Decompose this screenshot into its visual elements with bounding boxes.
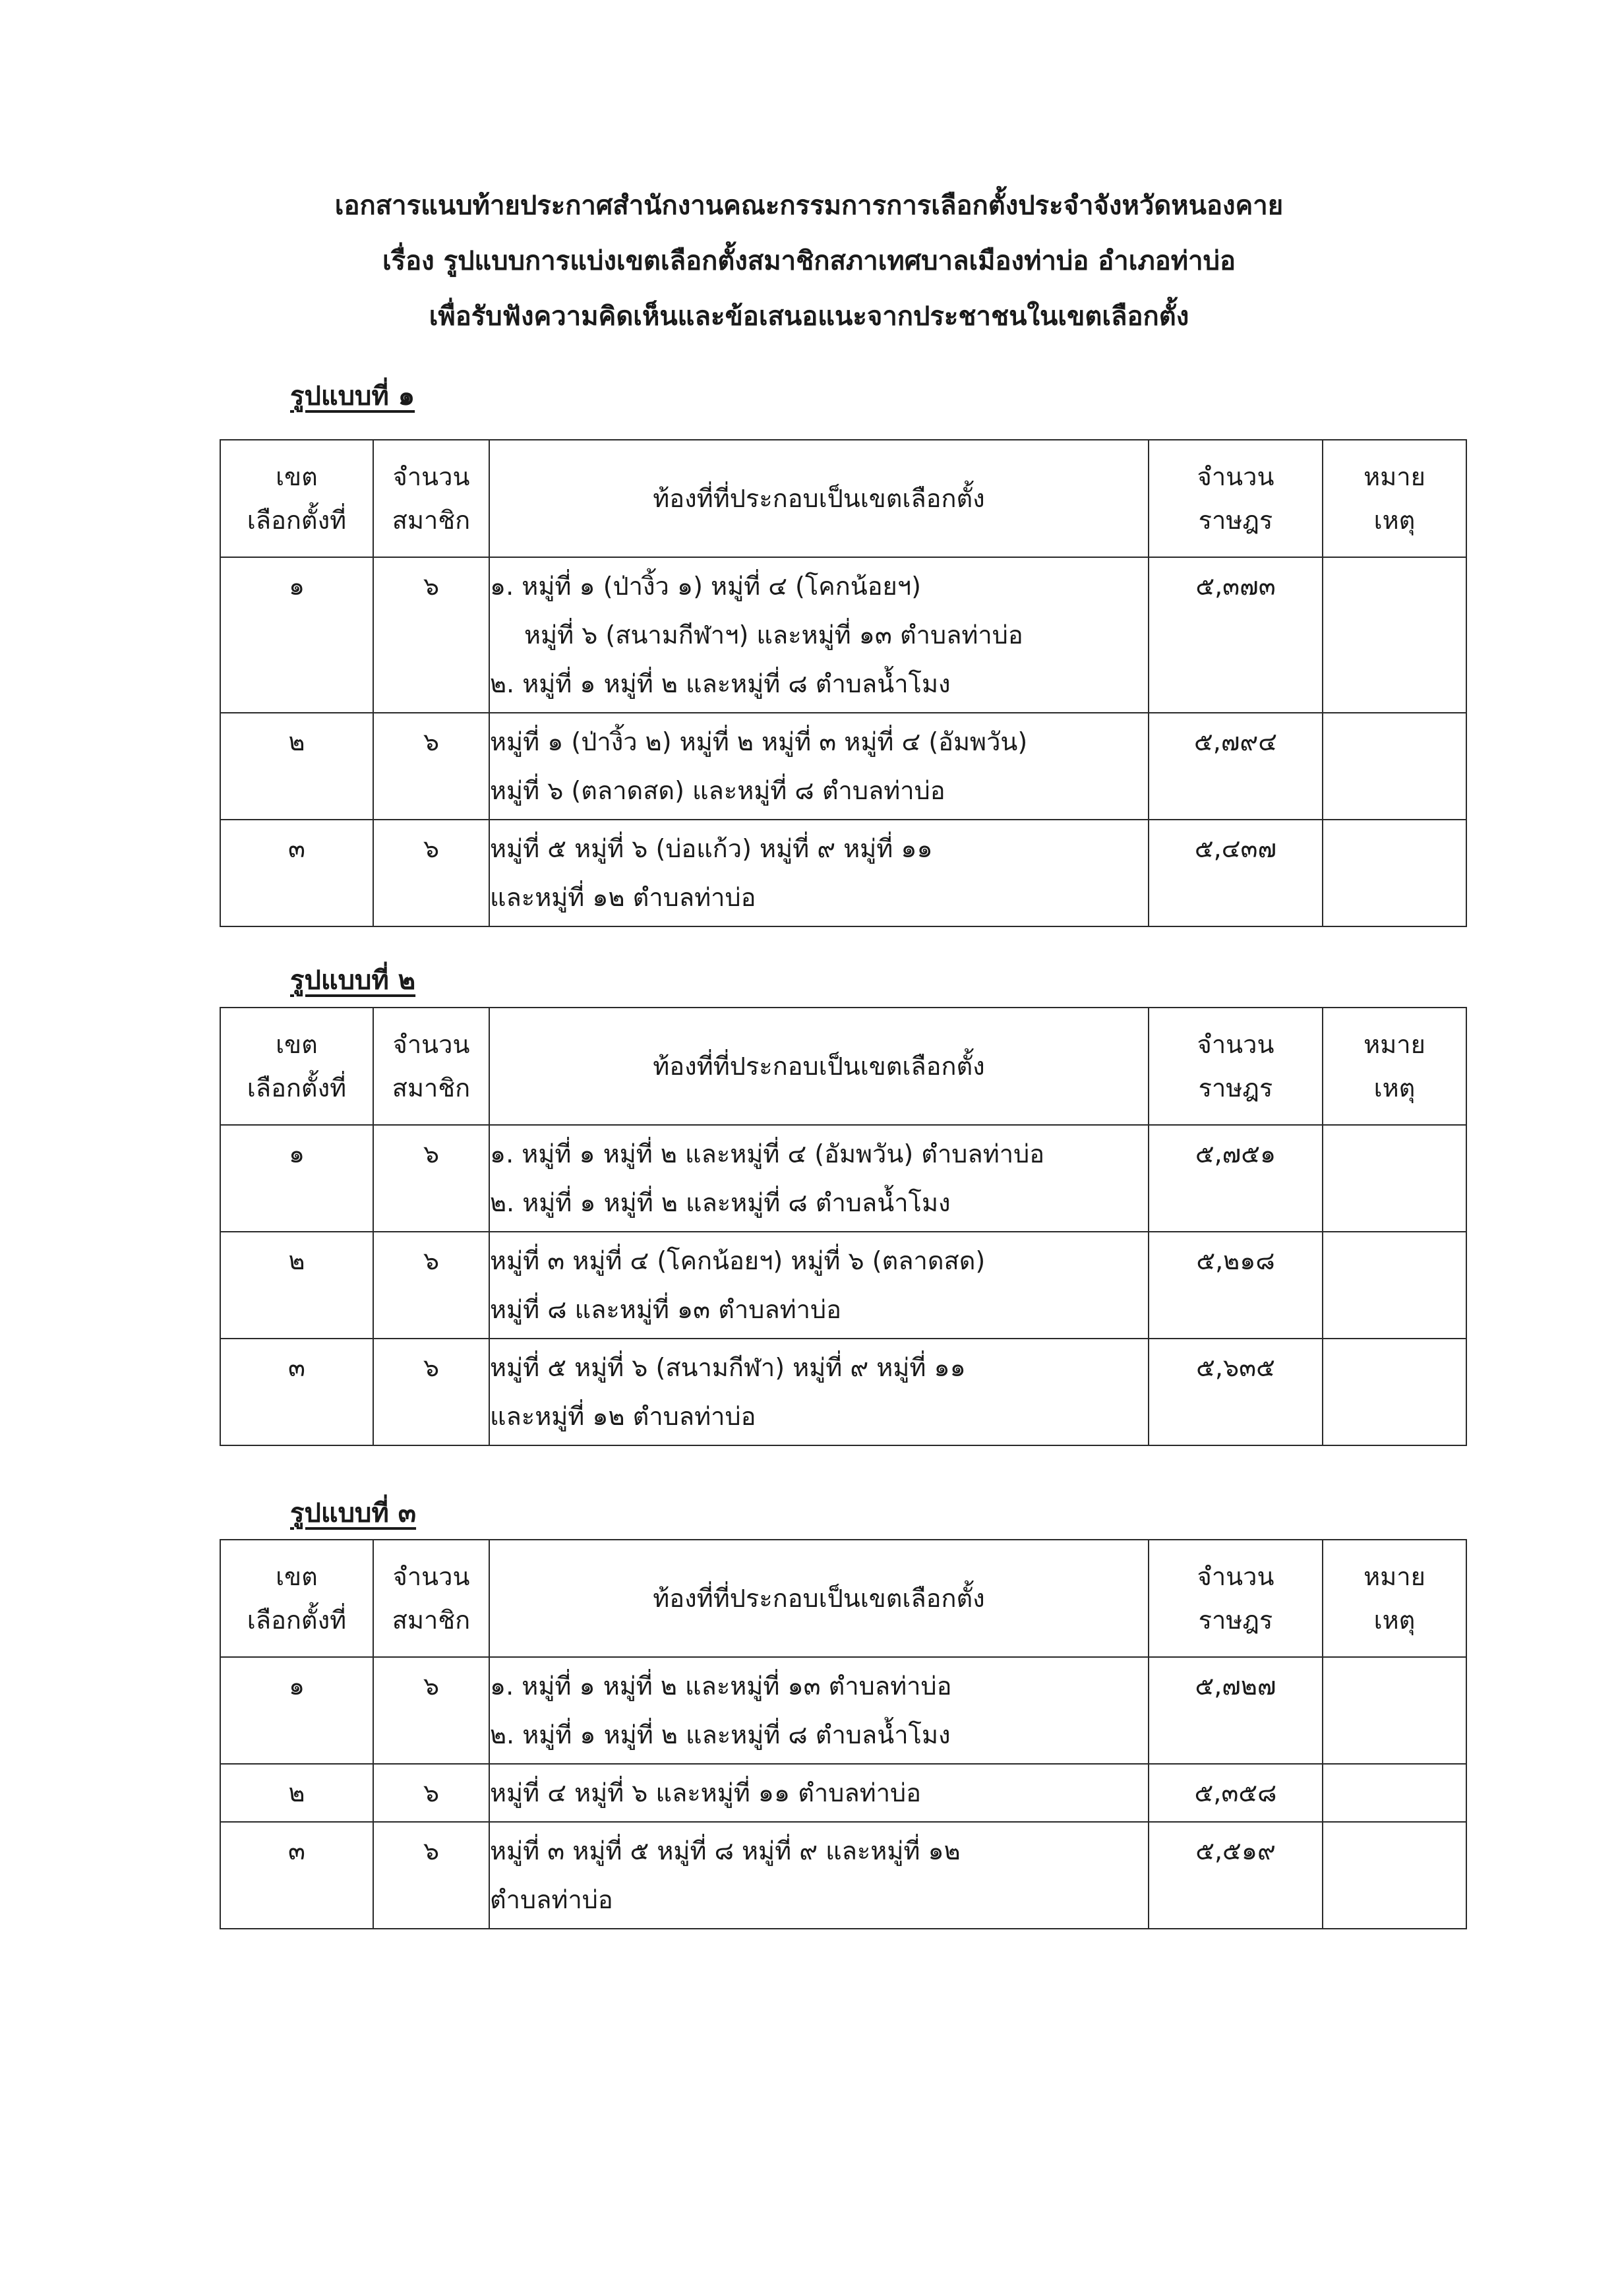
area-description bbox=[489, 1822, 1149, 1929]
member-count: ๖ bbox=[373, 557, 489, 713]
remark bbox=[1323, 557, 1466, 713]
population-count: ๕,๖๓๕ bbox=[1149, 1339, 1323, 1445]
member-count: ๖ bbox=[373, 1125, 489, 1232]
area-line: ๑. หมู่ที่ ๑ หมู่ที่ ๒ และหมู่ที่ ๑๓ ตำบลท่าบ่อ bbox=[490, 1672, 952, 1701]
col-header-district-line-1: เขต bbox=[276, 1030, 318, 1059]
area-line: หมู่ที่ ๓ หมู่ที่ ๔ (โคกน้อยฯ) หมู่ที่ ๖ (ตลาดสด) bbox=[490, 1246, 986, 1275]
table-row bbox=[220, 1657, 1466, 1764]
remark bbox=[1323, 1232, 1466, 1339]
member-count: ๖ bbox=[373, 1764, 489, 1822]
district-number: ๒ bbox=[220, 713, 373, 820]
member-count: ๖ bbox=[373, 820, 489, 926]
member-count: ๖ bbox=[373, 1339, 489, 1445]
area-description bbox=[489, 1339, 1149, 1445]
col-header-district-line-1: เขต bbox=[276, 1562, 318, 1591]
area-line: หมู่ที่ ๘ และหมู่ที่ ๑๓ ตำบลท่าบ่อ bbox=[490, 1295, 841, 1324]
area-description bbox=[489, 1764, 1149, 1822]
table-header bbox=[220, 1540, 1466, 1657]
table-body bbox=[220, 1125, 1466, 1445]
table-row bbox=[220, 1125, 1466, 1232]
population-count: ๕,๗๙๔ bbox=[1149, 713, 1323, 820]
area-description bbox=[489, 1657, 1149, 1764]
col-header-members bbox=[373, 440, 489, 557]
col-header-remark-line-1: หมาย bbox=[1363, 462, 1425, 491]
area-line: ๒. หมู่ที่ ๑ หมู่ที่ ๒ และหมู่ที่ ๘ ตำบลน้ำโมง bbox=[490, 1188, 951, 1217]
table-row bbox=[220, 557, 1466, 713]
table-row bbox=[220, 713, 1466, 820]
remark bbox=[1323, 1657, 1466, 1764]
col-header-area: ท้องที่ที่ประกอบเป็นเขตเลือกตั้ง bbox=[489, 1540, 1149, 1657]
col-header-members-line-2: สมาชิก bbox=[392, 1606, 471, 1635]
table-body bbox=[220, 1657, 1466, 1929]
district-number: ๓ bbox=[220, 1339, 373, 1445]
area-line: หมู่ที่ ๑ (ป่างิ้ว ๒) หมู่ที่ ๒ หมู่ที่ ๓ หมู่ที่ ๔ (อัมพวัน) bbox=[490, 727, 1028, 756]
table-row bbox=[220, 820, 1466, 926]
col-header-members bbox=[373, 1540, 489, 1657]
col-header-members-line-1: จำนวน bbox=[392, 462, 470, 491]
header-line-1: เอกสารแนบท้ายประกาศสำนักงานคณะกรรมการการเลือกตั้งประจำจังหวัดหนองคาย bbox=[334, 191, 1284, 221]
format-title: รูปแบบที่ ๓ bbox=[290, 1498, 417, 1528]
col-header-remark-line-1: หมาย bbox=[1363, 1030, 1425, 1059]
table-header bbox=[220, 440, 1466, 557]
population-count: ๕,๗๕๑ bbox=[1149, 1125, 1323, 1232]
area-line: และหมู่ที่ ๑๒ ตำบลท่าบ่อ bbox=[490, 883, 756, 912]
remark bbox=[1323, 1339, 1466, 1445]
area-line: และหมู่ที่ ๑๒ ตำบลท่าบ่อ bbox=[490, 1402, 756, 1431]
population-count: ๕,๒๑๘ bbox=[1149, 1232, 1323, 1339]
header-row bbox=[220, 1540, 1466, 1657]
col-header-population-line-2: ราษฎร bbox=[1198, 1073, 1273, 1103]
area-description bbox=[489, 713, 1149, 820]
area-description bbox=[489, 820, 1149, 926]
col-header-district bbox=[220, 1008, 373, 1125]
area-line: ๒. หมู่ที่ ๑ หมู่ที่ ๒ และหมู่ที่ ๘ ตำบลน้ำโมง bbox=[490, 1720, 951, 1749]
population-count: ๕,๓๕๘ bbox=[1149, 1764, 1323, 1822]
table-row bbox=[220, 1822, 1466, 1929]
area-description bbox=[489, 1232, 1149, 1339]
col-header-district-line-2: เลือกตั้งที่ bbox=[247, 1073, 347, 1103]
area-line: ๑. หมู่ที่ ๑ หมู่ที่ ๒ และหมู่ที่ ๔ (อัมพวัน) ตำบลท่าบ่อ bbox=[490, 1139, 1045, 1168]
district-table bbox=[220, 1007, 1467, 1446]
col-header-remark bbox=[1323, 440, 1466, 557]
col-header-population-line-1: จำนวน bbox=[1197, 1562, 1274, 1591]
district-number: ๒ bbox=[220, 1232, 373, 1339]
area-line: หมู่ที่ ๖ (ตลาดสด) และหมู่ที่ ๘ ตำบลท่าบ่อ bbox=[490, 776, 945, 805]
area-line: หมู่ที่ ๖ (สนามกีฬาฯ) และหมู่ที่ ๑๓ ตำบลท่าบ่อ bbox=[524, 620, 1023, 650]
population-count: ๕,๓๗๓ bbox=[1149, 557, 1323, 713]
remark bbox=[1323, 820, 1466, 926]
area-line: ๒. หมู่ที่ ๑ หมู่ที่ ๒ และหมู่ที่ ๘ ตำบลน้ำโมง bbox=[490, 669, 951, 698]
col-header-population-line-2: ราษฎร bbox=[1198, 1606, 1273, 1635]
population-count: ๕,๗๒๗ bbox=[1149, 1657, 1323, 1764]
area-line: ตำบลท่าบ่อ bbox=[490, 1885, 613, 1914]
col-header-population bbox=[1149, 1008, 1323, 1125]
area-description bbox=[489, 1125, 1149, 1232]
col-header-members bbox=[373, 1008, 489, 1125]
district-table bbox=[220, 439, 1467, 927]
col-header-population-line-2: ราษฎร bbox=[1198, 506, 1273, 535]
district-number: ๑ bbox=[220, 557, 373, 713]
col-header-members-line-2: สมาชิก bbox=[392, 1073, 471, 1103]
table-header bbox=[220, 1008, 1466, 1125]
remark bbox=[1323, 713, 1466, 820]
area-line: ๑. หมู่ที่ ๑ (ป่างิ้ว ๑) หมู่ที่ ๔ (โคกน้อยฯ) bbox=[490, 572, 921, 601]
area-line: หมู่ที่ ๕ หมู่ที่ ๖ (บ่อแก้ว) หมู่ที่ ๙ หมู่ที่ ๑๑ bbox=[490, 834, 933, 863]
remark bbox=[1323, 1125, 1466, 1232]
table-row bbox=[220, 1339, 1466, 1445]
area-line: หมู่ที่ ๔ หมู่ที่ ๖ และหมู่ที่ ๑๑ ตำบลท่าบ่อ bbox=[490, 1778, 921, 1807]
col-header-population-line-1: จำนวน bbox=[1197, 1030, 1274, 1059]
area-line: หมู่ที่ ๕ หมู่ที่ ๖ (สนามกีฬา) หมู่ที่ ๙ หมู่ที่ ๑๑ bbox=[490, 1353, 966, 1382]
district-number: ๓ bbox=[220, 1822, 373, 1929]
document-header bbox=[0, 178, 1618, 344]
table-row bbox=[220, 1764, 1466, 1822]
member-count: ๖ bbox=[373, 1822, 489, 1929]
table-body bbox=[220, 557, 1466, 926]
col-header-remark bbox=[1323, 1008, 1466, 1125]
header-line-3: เพื่อรับฟังความคิดเห็นและข้อเสนอแนะจากประชาชนในเขตเลือกตั้ง bbox=[429, 301, 1189, 332]
col-header-district-line-2: เลือกตั้งที่ bbox=[247, 1606, 347, 1635]
col-header-area: ท้องที่ที่ประกอบเป็นเขตเลือกตั้ง bbox=[489, 440, 1149, 557]
header-row bbox=[220, 440, 1466, 557]
col-header-members-line-1: จำนวน bbox=[392, 1030, 470, 1059]
col-header-remark-line-2: เหตุ bbox=[1373, 506, 1416, 535]
col-header-district bbox=[220, 440, 373, 557]
col-header-population bbox=[1149, 440, 1323, 557]
col-header-population bbox=[1149, 1540, 1323, 1657]
area-line: หมู่ที่ ๓ หมู่ที่ ๕ หมู่ที่ ๘ หมู่ที่ ๙ และหมู่ที่ ๑๒ bbox=[490, 1836, 961, 1865]
district-number: ๑ bbox=[220, 1657, 373, 1764]
population-count: ๕,๔๓๗ bbox=[1149, 820, 1323, 926]
col-header-remark-line-1: หมาย bbox=[1363, 1562, 1425, 1591]
member-count: ๖ bbox=[373, 713, 489, 820]
col-header-members-line-2: สมาชิก bbox=[392, 506, 471, 535]
remark bbox=[1323, 1764, 1466, 1822]
col-header-district bbox=[220, 1540, 373, 1657]
member-count: ๖ bbox=[373, 1657, 489, 1764]
table-row bbox=[220, 1232, 1466, 1339]
population-count: ๕,๕๑๙ bbox=[1149, 1822, 1323, 1929]
header-row bbox=[220, 1008, 1466, 1125]
format-title: รูปแบบที่ ๑ bbox=[290, 381, 415, 411]
col-header-remark bbox=[1323, 1540, 1466, 1657]
remark bbox=[1323, 1822, 1466, 1929]
col-header-district-line-1: เขต bbox=[276, 462, 318, 491]
member-count: ๖ bbox=[373, 1232, 489, 1339]
col-header-population-line-1: จำนวน bbox=[1197, 462, 1274, 491]
district-number: ๒ bbox=[220, 1764, 373, 1822]
district-table bbox=[220, 1539, 1467, 1929]
district-number: ๓ bbox=[220, 820, 373, 926]
col-header-district-line-2: เลือกตั้งที่ bbox=[247, 506, 347, 535]
col-header-remark-line-2: เหตุ bbox=[1373, 1073, 1416, 1103]
format-title: รูปแบบที่ ๒ bbox=[290, 965, 416, 996]
col-header-members-line-1: จำนวน bbox=[392, 1562, 470, 1591]
district-number: ๑ bbox=[220, 1125, 373, 1232]
header-line-2: เรื่อง รูปแบบการแบ่งเขตเลือกตั้งสมาชิกสภาเทศบาลเมืองท่าบ่อ อำเภอท่าบ่อ bbox=[382, 246, 1236, 276]
area-description bbox=[489, 557, 1149, 713]
col-header-area: ท้องที่ที่ประกอบเป็นเขตเลือกตั้ง bbox=[489, 1008, 1149, 1125]
col-header-remark-line-2: เหตุ bbox=[1373, 1606, 1416, 1635]
